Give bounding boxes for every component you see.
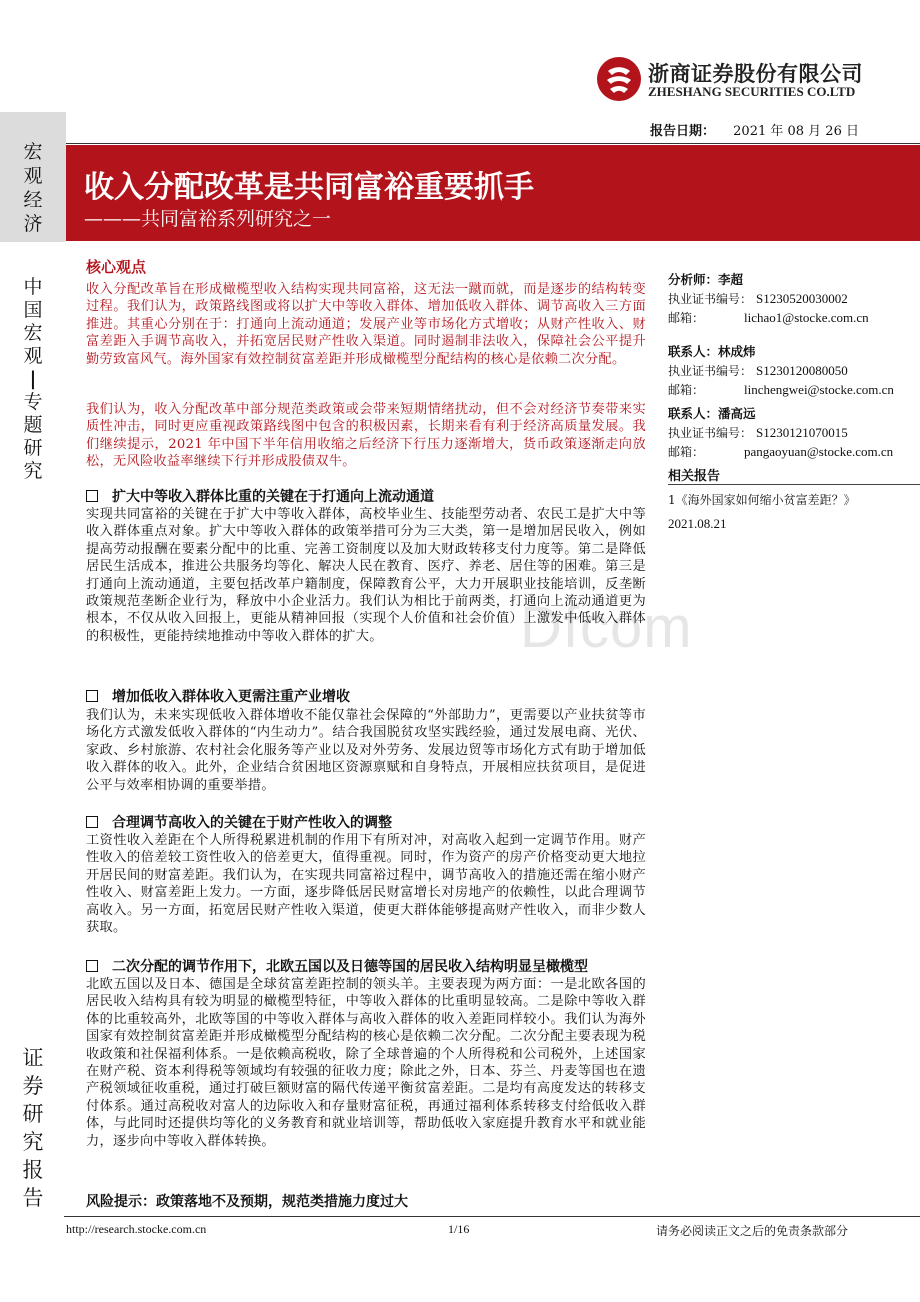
sidebar-doc-type: 证 券 研 究 报 告 [22, 1046, 44, 1210]
analyst-name: 李超 [718, 272, 744, 287]
email-label: 邮箱： [668, 445, 705, 459]
checkbox-bullet-icon [86, 690, 98, 702]
analyst-block [668, 272, 869, 326]
email-label: 邮箱： [668, 383, 705, 397]
related-report-item[interactable]: 1《海外国家如何缩小贫富差距？》 [668, 493, 856, 507]
section-heading-text: 合理调节高收入的关键在于财产性收入的调整 [112, 815, 392, 831]
company-name-en: ZHESHANG SECURITIES CO.LTD [648, 84, 856, 99]
contact-block [668, 406, 893, 460]
report-date-label: 报告日期： [650, 124, 716, 139]
company-name-cn: 浙商证券股份有限公司 [648, 62, 863, 86]
core-viewpoint-heading: 核心观点 [86, 258, 147, 276]
related-report-date: 2021.08.21 [668, 516, 727, 531]
contact-email[interactable]: linchengwei@stocke.com.cn [744, 382, 894, 397]
footer-disclaimer: 请务必阅读正文之后的免责条款部分 [656, 1224, 849, 1238]
contact-role: 联系人： [668, 406, 719, 421]
sidebar-category: 宏 观 经 济 [23, 141, 43, 235]
footer-url-link[interactable]: http://research.stocke.com.cn [66, 1222, 207, 1236]
section-body: 实现共同富裕的关键在于扩大中等收入群体，高校毕业生、技能型劳动者、农民工是扩大中等收入群体重点对象。扩大中等收入群体的政策举措可分为三大类，第一是增加居民收入，例如提高劳动报酬在要素分配中的比重、完善工资制度以及加大财政转移支付力度等。第二是降低居民生活成本，推进公共服务均等化、解决人民在教育、医疗、养老、居住等的困难。第三是打通向上流动通道，主要包括改革户籍制度，保障教育公平，大力开展职业技能培训，反垄断政策规范垄断企业行为，释放中小企业活力。我们认为相比于前两类，打通向上流动通道更为根本，不仅从收入回报上，更能从精神回报（实现个人价值和社会价值）上激发中低收入群体的积极性，更能持续地推动中等收入群体的扩大。 [86, 507, 646, 644]
checkbox-bullet-icon [86, 490, 98, 502]
cert-label: 执业证书编号： [668, 426, 753, 440]
cert-number: S1230120080050 [756, 363, 848, 378]
related-reports-heading: 相关报告 [668, 469, 721, 484]
core-viewpoint-paragraph-1: 收入分配改革旨在形成橄榄型收入结构实现共同富裕，这无法一蹴而就，而是逐步的结构转变过程。我们认为，政策路线图或将以扩大中等收入群体、增加低收入群体、调节高收入三方面推进。其重心分别在于：打通向上流动通道；发展产业等市场化方式增收；从财产性收入、财富差距入手调节高收入，并拓宽居民财产性收入渠道。同时遏制非法收入，保障社会公平提升勤劳致富风气。海外国家有效控制贫富差距并形成橄榄型分配结构的核心是依赖二次分配。 [86, 282, 646, 367]
analyst-role: 分析师： [668, 272, 719, 287]
contact-role: 联系人： [668, 344, 719, 359]
section-heading [86, 956, 588, 976]
footer-divider [64, 1216, 920, 1217]
section-heading [86, 686, 350, 706]
watermark: Dfcom [520, 595, 693, 660]
section-heading-text: 二次分配的调节作用下，北欧五国以及日德等国的居民收入结构明显呈橄榄型 [112, 959, 588, 975]
contact-name: 潘高远 [718, 406, 756, 421]
email-label: 邮箱： [668, 311, 705, 325]
cert-label: 执业证书编号： [668, 364, 753, 378]
contact-email[interactable]: pangaoyuan@stocke.com.cn [744, 444, 894, 459]
section-heading-text: 增加低收入群体收入更需注重产业增收 [112, 689, 350, 705]
section-heading [86, 486, 434, 506]
report-title: 收入分配改革是共同富裕重要抓手 [84, 170, 534, 205]
cert-label: 执业证书编号： [668, 292, 753, 306]
checkbox-bullet-icon [86, 816, 98, 828]
company-logo-icon [596, 56, 642, 102]
section-heading [86, 812, 392, 832]
contact-name: 林成炜 [718, 344, 756, 359]
section-body: 我们认为，未来实现低收入群体增收不能仅靠社会保障的“外部助力”，更需要以产业扶贫等市场化方式激发低收入群体的“内生动力”。结合我国脱贫攻坚实践经验，通过发展电商、光伏、家政、乡村旅游、农村社会化服务等产业以及对外劳务、发展边贸等市场化方式有助于增加低收入群体的收入。此外，企业结合贫困地区资源禀赋和自身特点，开展相应扶贫项目，是促进公平与效率相协调的重要举措。 [86, 708, 646, 793]
report-subtitle: ———共同富裕系列研究之一 [84, 208, 332, 230]
cert-number: S1230520030002 [756, 291, 848, 306]
core-viewpoint-paragraph-2: 我们认为，收入分配改革中部分规范类政策或会带来短期情绪扰动，但不会对经济节奏带来实质性冲击，同时更应重视政策路线图中包含的积极因素，长期来看有利于经济高质量发展。我们继续提示，2021 年中国下半年信用收缩之后经济下行压力逐渐增大，货币政策逐渐走向放松，无风险收益率继续下行并形成股债双牛。 [86, 402, 646, 470]
report-date [650, 120, 859, 139]
risk-warning: 风险提示：政策落地不及预期，规范类措施力度过大 [86, 1194, 408, 1210]
contact-block [668, 344, 894, 398]
page-number: 1/16 [448, 1222, 470, 1236]
section-body: 北欧五国以及日本、德国是全球贫富差距控制的领头羊。主要表现为两方面：一是北欧各国的居民收入结构具有较为明显的橄榄型特征，中等收入群体的比重明显较高。二是除中等收入群体的比重较高外，北欧等国的中等收入群体与高收入群体的收入差距同样较小。我们认为海外国家有效控制贫富差距并形成橄榄型分配结构的核心是依赖二次分配。二次分配主要表现为税收政策和社保福利体系。一是依赖高税收，除了全球普遍的个人所得税和公司税外，上述国家在财产税、资本利得税等领域均有较强的征收力度；除此之外，日本、芬兰、丹麦等国也在遗产税领域征收重税，通过打破巨额财富的隔代传递平衡贫富差距。二是均有高度发达的转移支付体系。通过高税收对富人的边际收入和存量财富征税，再通过福利体系转移支付给低收入群体，与此同时还提供均等化的义务教育和就业培训等，帮助低收入家庭提升教育水平和就业能力，逐步向中等收入群体转换。 [86, 977, 646, 1149]
cert-number: S1230121070015 [756, 425, 848, 440]
analyst-email[interactable]: lichao1@stocke.com.cn [744, 310, 869, 325]
checkbox-bullet-icon [86, 960, 98, 972]
report-date-value: 2021 年 08 月 26 日 [733, 124, 859, 139]
section-heading-text: 扩大中等收入群体比重的关键在于打通向上流动通道 [112, 489, 434, 505]
related-reports-divider [668, 484, 920, 485]
sidebar-subject: 中 国 宏 观 | 专 题 研 究 [23, 276, 43, 482]
header-divider [64, 143, 920, 144]
section-body: 工资性收入差距在个人所得税累进机制的作用下有所对冲，对高收入起到一定调节作用。财产性收入的倍差较工资性收入的倍差更大，值得重视。同时，作为资产的房产价格变动更大地拉开居民间的财富差距。我们认为，在实现共同富裕过程中，调节高收入的措施还需在缩小财产性收入、财富差距上发力。一方面，逐步降低居民财富增长对房地产的依赖性，以此合理调节高收入。另一方面，拓宽居民财产性收入渠道，使更大群体能够提高财产性收入，而非少数人获取。 [86, 833, 646, 936]
